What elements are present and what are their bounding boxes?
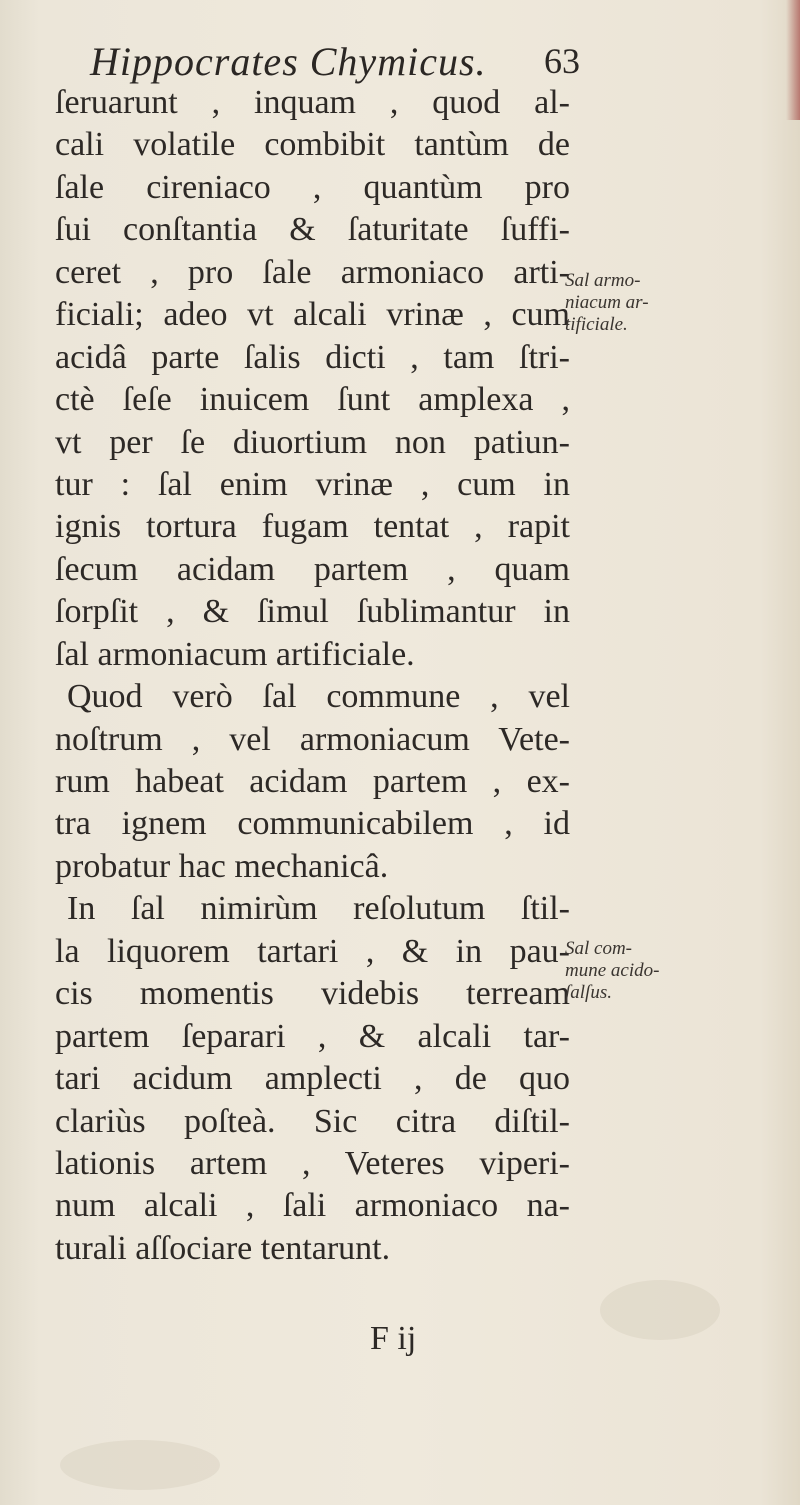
text-line: cis momentis videbis terream <box>55 975 570 1013</box>
page-header <box>90 38 580 88</box>
text-line: vt per ſe diuortium non patiun- <box>55 423 570 461</box>
text-line: tur : ſal enim vrinæ , cum in <box>55 465 570 503</box>
text-line: rum habeat acidam partem , ex- <box>55 763 570 800</box>
margin-note <box>565 270 649 336</box>
text-line: lationis artem , Veteres viperi- <box>55 1144 570 1182</box>
margin-note-line: mune acido- <box>565 960 660 981</box>
text-line: partem ſeparari , & alcali tar- <box>55 1017 570 1055</box>
text-line: In ſal nimirùm reſolutum ſtil- <box>67 890 570 928</box>
margin-note-line: niacum ar- <box>565 292 649 313</box>
text-line: Quod verò ſal commune , vel <box>67 678 570 716</box>
text-line: cali volatile combibit tantùm de <box>55 126 570 164</box>
text-line: ſorpſit , & ſimul ſublimantur in <box>55 593 570 631</box>
text-line: ſale cireniaco , quantùm pro <box>55 168 570 206</box>
margin-note-line: Sal com- <box>565 938 633 959</box>
margin-note-line: tificiale. <box>565 314 628 335</box>
running-head: Hippocrates Chymicus. <box>90 39 487 84</box>
paper-stain <box>600 1280 720 1340</box>
text-line: clariùs poſteà. Sic citra diſtil- <box>55 1102 570 1140</box>
text-line: tari acidum amplecti , de quo <box>55 1060 570 1098</box>
text-line: ctè ſeſe inuicem ſunt amplexa , <box>55 381 570 419</box>
text-line: ficiali; adeo vt alcali vrinæ , cum <box>55 296 570 334</box>
text-line: turali aſſociare tentarunt. <box>55 1229 391 1267</box>
text-line: ceret , pro ſale armoniaco arti- <box>55 253 570 291</box>
paper-stain <box>60 1440 220 1490</box>
text-line: ſui conſtantia & ſaturitate ſuffi- <box>55 211 570 249</box>
margin-note <box>565 938 659 1004</box>
binding-edge <box>786 0 800 120</box>
text-line: ſeruarunt , inquam , quod al- <box>55 84 570 121</box>
text-line: probatur hac mechanicâ. <box>55 847 389 885</box>
text-line: la liquorem tartari , & in pau- <box>55 932 570 970</box>
catchword-signature: F ij <box>370 1320 417 1357</box>
text-line: ſal armoniacum artificiale. <box>55 635 415 673</box>
text-line: ſecum acidam partem , quam <box>55 550 570 588</box>
body-text <box>55 82 570 1270</box>
text-line: ignis tortura fugam tentat , rapit <box>55 508 570 546</box>
text-line: tra ignem communicabilem , id <box>55 805 570 843</box>
text-line: num alcali , ſali armoniaco na- <box>55 1187 570 1225</box>
margin-note-line: ſalſus. <box>565 982 612 1003</box>
text-line: acidâ parte ſalis dicti , tam ſtri- <box>55 338 570 376</box>
page-number: 63 <box>544 41 580 81</box>
text-line: noſtrum , vel armoniacum Vete- <box>55 720 570 758</box>
margin-note-line: Sal armo- <box>565 270 641 291</box>
